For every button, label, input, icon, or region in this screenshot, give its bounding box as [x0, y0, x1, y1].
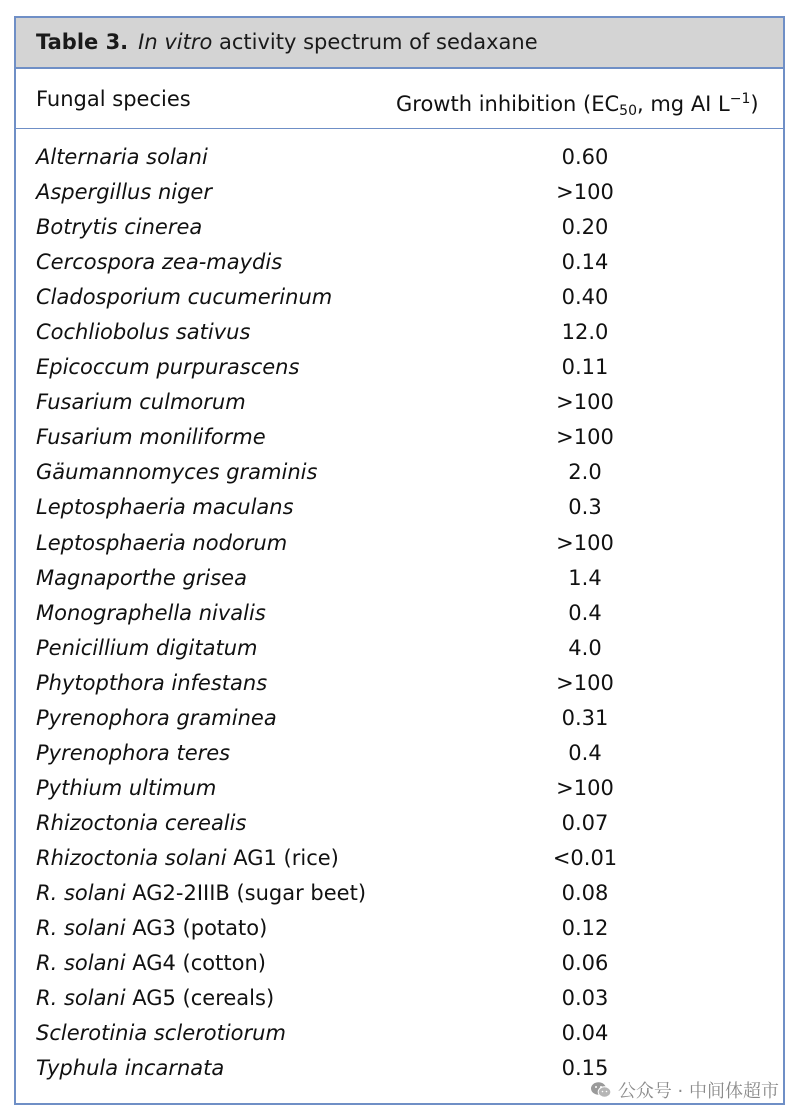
species-name-italic: Epicoccum purpurascens [36, 355, 300, 380]
column-header-growth [396, 85, 759, 125]
table-row [16, 246, 783, 281]
species-name-italic: Aspergillus niger [36, 180, 212, 205]
species-name-italic: Fusarium moniliforme [36, 425, 266, 450]
ec50-value-cell: 0.4 [568, 600, 602, 625]
table-title-rest: activity spectrum of sedaxane [212, 30, 538, 54]
table-row [16, 877, 783, 912]
ec50-value-cell: 0.60 [561, 145, 609, 169]
species-name-italic: Gäumannomyces graminis [36, 460, 318, 485]
species-cell [36, 914, 267, 942]
species-cell [36, 844, 339, 872]
species-cell [36, 318, 250, 346]
table-row [16, 982, 783, 1017]
species-name-rest: AG5 (cereals) [125, 986, 275, 1011]
species-name-italic: Typhula incarnata [36, 1056, 225, 1081]
table-frame [14, 16, 785, 1105]
species-cell [36, 283, 332, 311]
species-name-italic: Phytopthora infestans [36, 670, 268, 695]
watermark-text: 公众号 · 中间体超市 [617, 1081, 779, 1102]
table-row [16, 351, 783, 386]
species-cell [36, 248, 282, 276]
growth-header-suffix: ) [750, 92, 759, 116]
species-name-italic: Pyrenophora graminea [36, 705, 277, 730]
table-row [16, 1017, 783, 1052]
species-cell [36, 809, 246, 837]
ec50-value-cell: 0.4 [568, 740, 602, 765]
species-name-italic: R. solani [36, 986, 126, 1011]
table-row [16, 527, 783, 562]
table-title-bar [16, 18, 783, 69]
table-row [16, 597, 783, 632]
growth-header-sup: −1 [729, 91, 751, 107]
species-name-italic: Pythium ultimum [36, 775, 217, 800]
species-cell [36, 669, 267, 697]
species-cell [36, 178, 212, 206]
growth-header-prefix: Growth inhibition (EC [396, 92, 620, 116]
ec50-value-cell: 0.08 [561, 880, 609, 905]
species-cell [36, 423, 266, 451]
species-name-rest: AG3 (potato) [125, 916, 268, 941]
species-name-italic: Cercospora zea-maydis [36, 250, 283, 275]
ec50-value-cell: >100 [556, 425, 614, 450]
ec50-value-cell: <0.01 [552, 845, 618, 870]
species-name-rest: AG4 (cotton) [125, 951, 266, 976]
species-name-italic: Leptosphaeria maculans [36, 495, 294, 520]
ec50-value-cell: 0.3 [568, 495, 602, 520]
species-cell [36, 879, 366, 907]
growth-header-sub: 50 [619, 103, 637, 119]
table-row [16, 386, 783, 421]
table-title [36, 28, 538, 56]
species-name-rest: AG2-2IIIB (sugar beet) [125, 880, 367, 905]
table-row [16, 562, 783, 597]
species-name-italic: R. solani [36, 916, 126, 941]
ec50-value-cell: 0.40 [561, 285, 609, 310]
species-name-italic: Leptosphaeria nodorum [36, 530, 288, 555]
table-row [16, 912, 783, 947]
ec50-value-cell: 12.0 [561, 320, 609, 345]
table-row [16, 947, 783, 982]
table-body [16, 141, 783, 1087]
species-cell [36, 353, 299, 381]
species-cell [36, 143, 208, 171]
table-row [16, 141, 783, 176]
table-row [16, 211, 783, 246]
ec50-value-cell: 0.06 [561, 951, 609, 976]
table-row [16, 281, 783, 316]
species-cell [36, 949, 266, 977]
species-name-italic: Fusarium culmorum [36, 390, 246, 415]
ec50-value-cell: 1.4 [568, 565, 602, 590]
species-cell [36, 458, 317, 486]
species-name-italic: R. solani [36, 880, 126, 905]
species-name-italic: Penicillium digitatum [36, 635, 258, 660]
table-row [16, 702, 783, 737]
ec50-value-cell: 2.0 [568, 460, 602, 485]
species-name-italic: Sclerotinia sclerotiorum [36, 1021, 286, 1046]
species-name-rest: AG1 (rice) [226, 845, 339, 870]
species-cell [36, 704, 277, 732]
species-name-italic: Rhizoctonia solani [36, 845, 227, 870]
species-cell [36, 634, 257, 662]
species-name-italic: Magnaporthe grisea [36, 565, 247, 590]
species-cell [36, 1054, 224, 1082]
ec50-value-cell: 0.12 [561, 916, 609, 941]
table-row [16, 807, 783, 842]
species-name-italic: Pyrenophora teres [36, 740, 231, 765]
species-name-italic: Alternaria solani [36, 145, 208, 169]
table-row [16, 176, 783, 211]
table-label: Table 3. [36, 30, 129, 54]
ec50-value-cell: 0.31 [561, 705, 609, 730]
species-cell [36, 529, 287, 557]
ec50-value-cell: 0.14 [561, 250, 609, 275]
ec50-value-cell: >100 [556, 530, 614, 555]
species-name-italic: Botrytis cinerea [36, 215, 203, 240]
wechat-icon [590, 1081, 612, 1099]
growth-header-mid: , mg AI L [637, 92, 730, 116]
ec50-value-cell: 4.0 [568, 635, 602, 660]
species-cell [36, 213, 202, 241]
table-row [16, 772, 783, 807]
species-cell [36, 493, 294, 521]
species-cell [36, 564, 247, 592]
ec50-value-cell: >100 [556, 390, 614, 415]
species-name-italic: Monographella nivalis [36, 600, 266, 625]
table-row [16, 667, 783, 702]
ec50-value-cell: >100 [556, 180, 614, 205]
species-cell [36, 739, 230, 767]
species-name-italic: Rhizoctonia cerealis [36, 810, 247, 835]
table-title-italic: In vitro [138, 30, 213, 54]
ec50-value-cell: 0.07 [561, 810, 609, 835]
ec50-value-cell: 0.11 [561, 355, 609, 380]
ec50-value-cell: 0.15 [561, 1056, 609, 1081]
ec50-value-cell: >100 [556, 670, 614, 695]
table-row [16, 842, 783, 877]
species-cell [36, 1019, 286, 1047]
species-cell [36, 599, 266, 627]
species-name-italic: R. solani [36, 951, 126, 976]
ec50-value-cell: >100 [556, 775, 614, 800]
ec50-value-cell: 0.20 [561, 215, 609, 240]
species-cell [36, 388, 246, 416]
table-row [16, 316, 783, 351]
species-cell [36, 984, 274, 1012]
table-row [16, 632, 783, 667]
species-name-italic: Cochliobolus sativus [36, 320, 251, 345]
table-row [16, 491, 783, 526]
column-header-species: Fungal species [36, 87, 191, 111]
table-header-row [16, 69, 783, 129]
table-row [16, 421, 783, 456]
ec50-value-cell: 0.03 [561, 986, 609, 1011]
watermark [590, 1077, 779, 1103]
table-row [16, 737, 783, 772]
species-name-italic: Cladosporium cucumerinum [36, 285, 333, 310]
species-cell [36, 774, 216, 802]
table-row [16, 456, 783, 491]
ec50-value-cell: 0.04 [561, 1021, 609, 1046]
